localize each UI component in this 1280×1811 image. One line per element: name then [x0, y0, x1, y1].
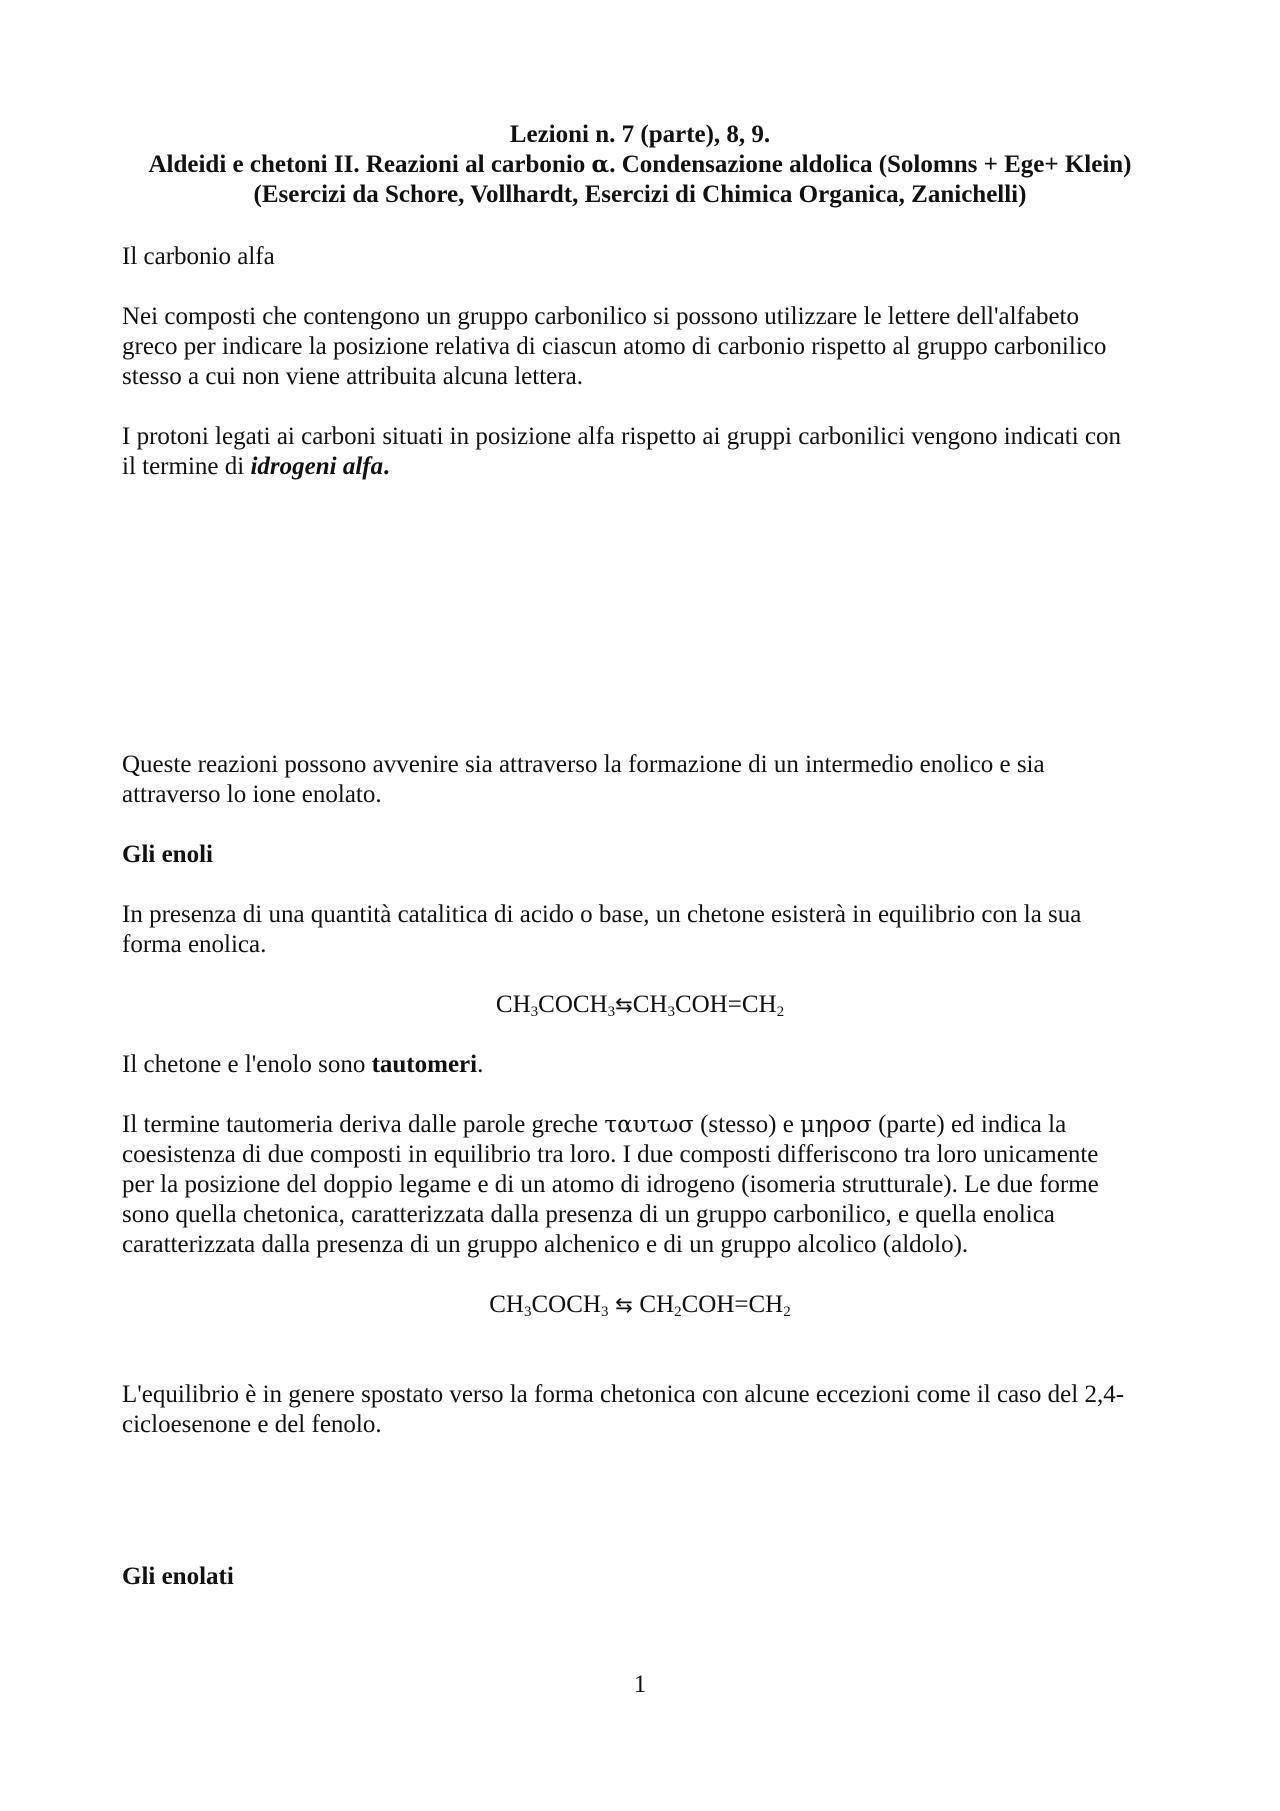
paragraph-line: il termine di idrogeni alfa.: [122, 453, 390, 480]
emphasis-alpha-hydrogens: idrogeni alfa: [250, 453, 384, 480]
paragraph-line: Il chetone e l'enolo sono tautomeri.: [122, 1051, 484, 1078]
paragraph-line: caratterizzata dalla presenza di un gruppo alchenico e di un gruppo alcolico (aldolo).: [122, 1231, 969, 1258]
emphasis-tautomers: tautomeri: [371, 1051, 478, 1078]
section-title-enolates: Gli enolati: [122, 1563, 234, 1590]
page-number: 1: [633, 1671, 647, 1698]
paragraph-line: Il termine tautomeria deriva dalle parole greche ταυτωσ (stesso) e μηροσ (parte) ed indica la: [122, 1111, 1067, 1138]
paragraph-line: coesistenza di due composti in equilibrio tra loro. I due composti differiscono tra loro unicamente: [122, 1141, 1099, 1168]
equation-keto-enol-2: $CH_3COCH_3$ ⇆ $CH_2COH=CH_2$: [489, 1291, 791, 1320]
greek-word-meros: μηροσ: [800, 1112, 872, 1138]
paragraph-line: In presenza di una quantità catalitica di acido o base, un chetone esisterà in equilibrio con la sua: [122, 901, 1082, 928]
lesson-header-line-1: Lezioni n. 7 (parte), 8, 9.: [509, 121, 771, 148]
equilibrium-arrow-icon: ⇆: [615, 993, 633, 1017]
paragraph-line: sono quella chetonica, caratterizzata dalla presenza di un gruppo carbonilico, e quella enolica: [122, 1201, 1055, 1228]
section-title-enols: Gli enoli: [122, 841, 213, 868]
paragraph-line: forma enolica.: [122, 931, 267, 958]
paragraph-line: stesso a cui non viene attribuita alcuna lettera.: [122, 363, 583, 390]
paragraph-line: cicloesenone e del fenolo.: [122, 1411, 382, 1438]
paragraph-line: attraverso lo ione enolato.: [122, 781, 382, 808]
paragraph-line: L'equilibrio è in genere spostato verso la forma chetonica con alcune eccezioni come il caso del 2,4-: [122, 1381, 1125, 1408]
equation-keto-enol-1: $CH_3COCH_3⇆CH_3COH=CH_2$: [495, 991, 785, 1020]
paragraph-line: greco per indicare la posizione relativa di ciascun atomo di carbonio rispetto al gruppo carbonilico: [122, 333, 1107, 360]
lesson-header-line-2: Aldeidi e chetoni II. Reazioni al carbonio α. Condensazione aldolica (Solomns + Ege+ Klein): [148, 151, 1132, 178]
paragraph-line: I protoni legati ai carboni situati in posizione alfa rispetto ai gruppi carbonilici vengono indicati con: [122, 423, 1122, 450]
alpha-symbol: α: [591, 151, 610, 178]
paragraph-line: Nei composti che contengono un gruppo carbonilico si possono utilizzare le lettere dell'alfabeto: [122, 303, 1079, 330]
paragraph-line: per la posizione del doppio legame e di un atomo di idrogeno (isomeria strutturale). Le due forme: [122, 1171, 1099, 1198]
paragraph-line: Queste reazioni possono avvenire sia attraverso la formazione di un intermedio enolico e sia: [122, 751, 1045, 778]
lesson-header-line-3: (Esercizi da Schore, Vollhardt, Esercizi di Chimica Organica, Zanichelli): [253, 181, 1027, 208]
section-title-alpha-carbon: Il carbonio alfa: [122, 243, 275, 270]
equilibrium-arrow-icon: ⇆: [608, 1293, 640, 1317]
greek-word-tautos: ταυτωσ: [604, 1112, 694, 1138]
